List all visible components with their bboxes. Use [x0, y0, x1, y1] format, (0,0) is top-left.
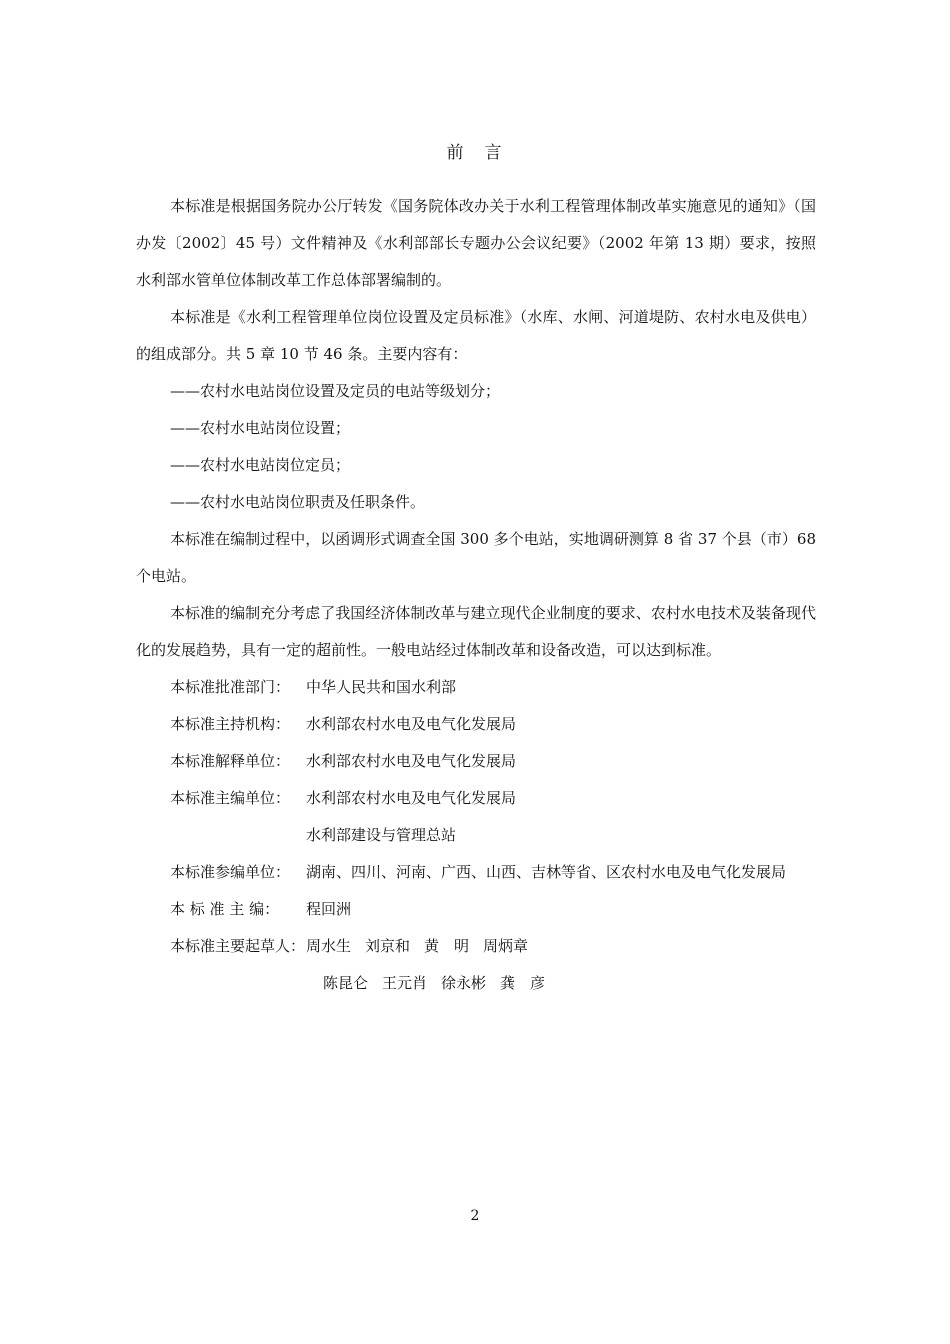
- approver-label: 本标准批准部门：: [170, 678, 291, 696]
- approver-row: [136, 669, 816, 706]
- editor-row: [136, 891, 816, 928]
- chief-unit-row: [136, 780, 816, 817]
- paragraph: 本标准是《水利工程管理单位岗位设置及定员标准》（水库、水闸、河道堤防、农村水电及供电）的组成部分。共 5 章 10 节 46 条。主要内容有：: [136, 308, 816, 363]
- chief-unit-value: 水利部农村水电及电气化发展局: [306, 789, 517, 807]
- participants-value: 湖南、四川、河南、广西、山西、吉林等省、区农村水电及电气化发展局: [306, 863, 787, 881]
- host-label: 本标准主持机构：: [170, 715, 291, 733]
- drafter-name: 陈昆仑: [323, 974, 369, 992]
- drafter-name: 王元肖: [382, 974, 428, 992]
- participants-row: [136, 854, 816, 891]
- paragraph: 本标准的编制充分考虑了我国经济体制改革与建立现代企业制度的要求、农村水电技术及装备现代化的发展趋势，具有一定的超前性。一般电站经过体制改革和设备改造，可以达到标准。: [136, 604, 816, 659]
- page-title: 前 言: [446, 143, 504, 163]
- editor-label: 本 标 准 主 编：: [170, 900, 280, 918]
- list-item: ——农村水电站岗位职责及任职条件。: [170, 493, 426, 511]
- document-body: [136, 188, 816, 1002]
- list-item: ——农村水电站岗位定员；: [170, 456, 351, 474]
- participants-label: 本标准参编单位：: [170, 863, 291, 881]
- paragraph: 本标准是根据国务院办公厅转发《国务院体改办关于水利工程管理体制改革实施意见的通知》（国办发〔2002〕45 号）文件精神及《水利部部长专题办公会议纪要》（2002 年第 13 期）要求，按照水利部水管单位体制改革工作总体部署编制的。: [136, 197, 816, 289]
- interpreter-value: 水利部农村水电及电气化发展局: [306, 752, 517, 770]
- drafter-name: 周炳章: [483, 937, 529, 955]
- paragraph: 本标准在编制过程中，以函调形式调查全国 300 多个电站，实地调研测算 8 省 37 个县（市）68 个电站。: [136, 530, 816, 585]
- approver-value: 中华人民共和国水利部: [306, 678, 457, 696]
- drafters-label: 本标准主要起草人：: [170, 937, 306, 955]
- chief-unit-label: 本标准主编单位：: [170, 789, 291, 807]
- drafter-name: 刘京和: [365, 937, 411, 955]
- chief-unit-row-2: [136, 817, 816, 854]
- drafter-name: 黄 明: [424, 937, 470, 955]
- drafter-name: 龚 彦: [500, 974, 546, 992]
- list-item: ——农村水电站岗位设置及定员的电站等级划分；: [170, 382, 501, 400]
- host-row: [136, 706, 816, 743]
- drafter-name: 徐永彬: [441, 974, 487, 992]
- drafter-name: 周水生: [306, 937, 352, 955]
- list-item: ——农村水电站岗位设置；: [170, 419, 351, 437]
- interpreter-label: 本标准解释单位：: [170, 752, 291, 770]
- page-number: 2: [470, 1208, 480, 1224]
- editor-value: 程回洲: [306, 900, 352, 918]
- interpreter-row: [136, 743, 816, 780]
- drafters-row-2: [136, 965, 816, 1002]
- chief-unit-value-2: 水利部建设与管理总站: [306, 826, 457, 844]
- host-value: 水利部农村水电及电气化发展局: [306, 715, 517, 733]
- drafters-row: [136, 928, 816, 965]
